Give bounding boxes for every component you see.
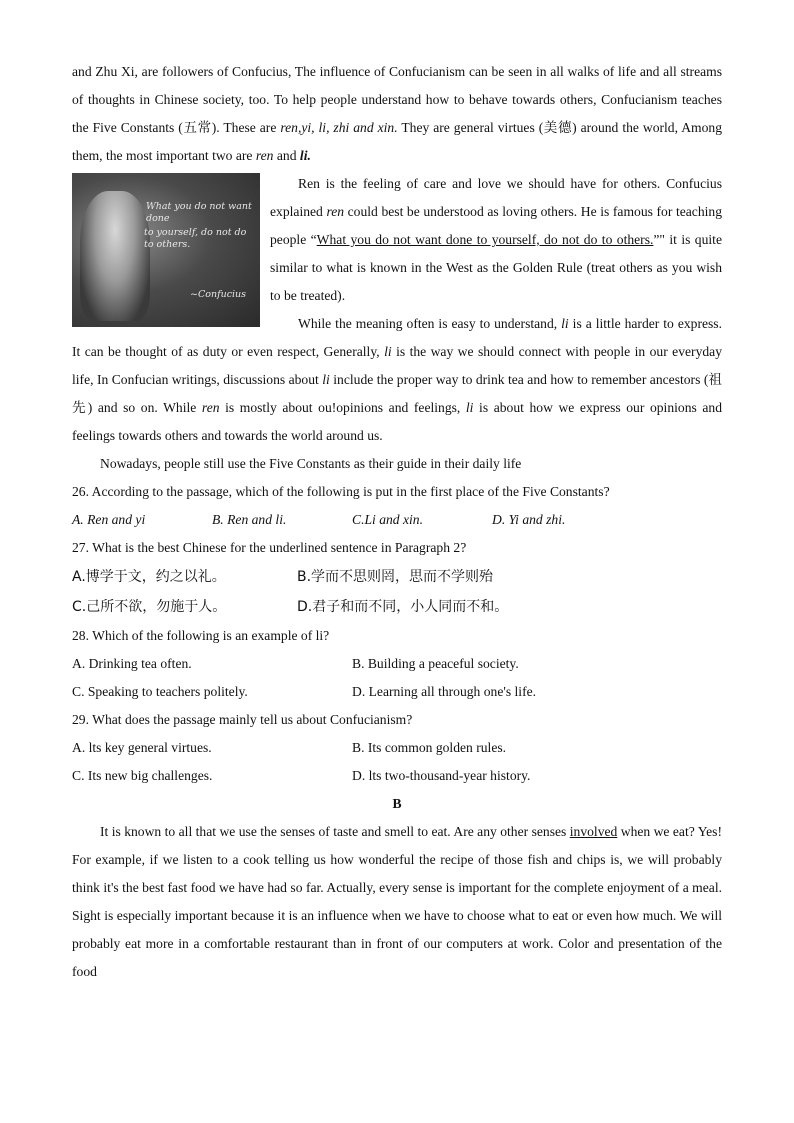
option-27-b: B.学而不思则罔，思而不学则殆 (297, 569, 494, 585)
option-26-d: D. Yi and zhi. (492, 512, 566, 527)
question-29-options-row-2 (72, 762, 722, 790)
question-27: 27. What is the best Chinese for the underlined sentence in Paragraph 2? (72, 540, 467, 555)
question-27-options-row-1 (72, 562, 722, 592)
option-29-c: C. Its new big challenges. (72, 768, 213, 783)
image-quote-line-2: to yourself, do not do to others. (144, 227, 247, 250)
option-28-b: B. Building a peaceful society. (352, 656, 519, 671)
question-26: 26. According to the passage, which of the following is put in the first place of the Five Constants? (72, 484, 610, 499)
option-29-d: D. lts two-thousand-year history. (352, 768, 531, 783)
five-constants-terms: ren,yi, li, zhi and xin. (280, 120, 398, 135)
paragraph-2: Ren is the feeling of care and love we should have for others. Confucius explained ren could best be understood as loving others. He is famous for teaching people “What you do not want done to yourself, do not do to others.”" it is quite similar to what is known in the West as the Golden Rule (treat others as you wish to be treated). (270, 176, 722, 303)
question-27-options-row-2 (72, 592, 722, 622)
option-27-a: A.博学于文，约之以礼。 (72, 569, 226, 585)
question-29: 29. What does the passage mainly tell us about Confucianism? (72, 712, 413, 727)
image-quote-author: ~Confucius (190, 289, 247, 300)
paragraph-4: Nowadays, people still use the Five Constants as their guide in their daily life (100, 456, 522, 471)
option-29-a: A. lts key general virtues. (72, 740, 212, 755)
option-28-d: D. Learning all through one's life. (352, 684, 537, 699)
question-26-options (72, 506, 722, 534)
image-quote-line-1: What you do not want done (146, 201, 252, 224)
underlined-word-involved: involved (569, 824, 618, 839)
option-26-b: B. Ren and li. (212, 512, 287, 527)
option-28-c: C. Speaking to teachers politely. (72, 684, 248, 699)
option-28-a: A. Drinking tea often. (72, 656, 192, 671)
paragraph-3: While the meaning often is easy to understand, li is a little harder to express. It can be thought of as duty or even respect, Generally, li is the way we should connect with people in our everyday life, In Confucian writings, discussions about li include the proper way to drink tea and how to remember ancestors (祖先) and so on. While ren is mostly about ou!opinions and feelings, li is about how we express our opinions and feelings towards others and towards the world around us. (72, 316, 723, 443)
question-28-options-row-1 (72, 650, 722, 678)
option-26-c: C.Li and xin. (352, 512, 423, 527)
option-26-a: A. Ren and yi (72, 512, 146, 527)
confucius-portrait (80, 191, 150, 321)
question-29-options-row-1 (72, 734, 722, 762)
option-27-c: C.己所不欲，勿施于人。 (72, 599, 227, 615)
question-28-options-row-2 (72, 678, 722, 706)
section-b-heading: B (392, 796, 402, 811)
paragraph-b-1: It is known to all that we use the senses of taste and smell to eat. Are any other senses involved when we eat? Yes! For example, if we listen to a cook telling us how wonderful the recipe of those fish and chips is, we will probably think it's the best fast food we have had so far. Actually, every sense is important for the complete enjoyment of a meal. Sight is especially important because it is an influence when we have to choose what to eat or even how much. We will probably eat more in a comfortable restaurant than in front of our computers at work. Color and presentation of the food (72, 824, 722, 979)
document-page (72, 58, 722, 986)
confucius-image (72, 173, 260, 327)
option-29-b: B. Its common golden rules. (352, 740, 507, 755)
paragraph-1: and Zhu Xi, are followers of Confucius, The influence of Confucianism can be seen in all walks of life and all streams of thoughts in Chinese society, too. To help people understand how to behave towards others, Confucianism teaches the Five Constants (五常). These are ren,yi, li, zhi and xin. They are general virtues (美德) around the world, Among them, the most important two are ren and li. (72, 64, 722, 163)
question-28: 28. Which of the following is an example of li? (72, 628, 330, 643)
option-27-d: D.君子和而不同，小人同而不和。 (297, 599, 509, 615)
underlined-sentence: What you do not want done to yourself, do not do to others. (316, 232, 654, 247)
